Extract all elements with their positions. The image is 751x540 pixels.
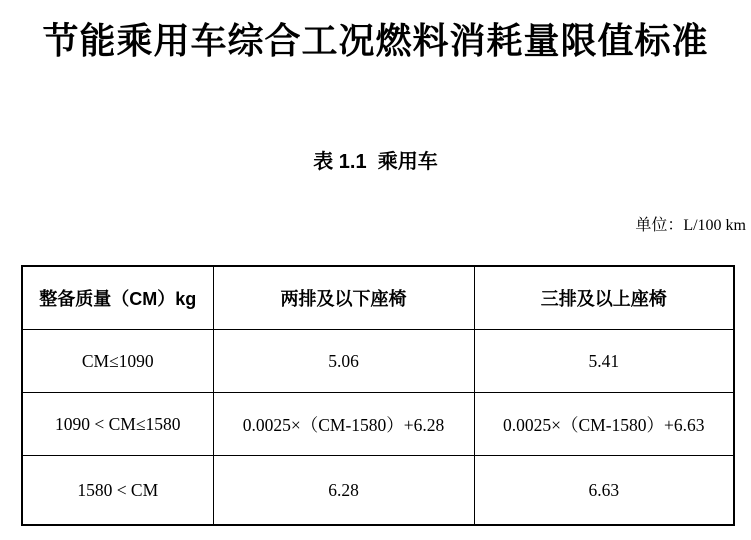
limit-formula-cell: 0.0025×（CM-1580）+6.28: [213, 393, 474, 456]
header-row: [22, 266, 734, 330]
column-header-mass: 整备质量（CM）kg: [22, 266, 213, 330]
limit-value-cell: 6.63: [474, 456, 734, 526]
table-row: [22, 330, 734, 393]
mass-range-cell: CM≤1090: [22, 330, 213, 393]
column-header-three-rows-seats: 三排及以上座椅: [474, 266, 734, 330]
limit-value-cell: 5.41: [474, 330, 734, 393]
limit-value-cell: 5.06: [213, 330, 474, 393]
column-header-two-rows-seats: 两排及以下座椅: [213, 266, 474, 330]
table-row: [22, 393, 734, 456]
document-title: 节能乘用车综合工况燃料消耗量限值标准: [42, 21, 709, 61]
limit-value-cell: 6.28: [213, 456, 474, 526]
unit-label: 单位：L/100 km: [635, 217, 746, 234]
mass-range-cell: 1090 < CM≤1580: [22, 393, 213, 456]
table-caption: 表 1.1 乘用车: [313, 151, 438, 173]
fuel-limits-table: [21, 265, 735, 526]
mass-range-cell: 1580 < CM: [22, 456, 213, 526]
table-row: [22, 456, 734, 526]
limit-formula-cell: 0.0025×（CM-1580）+6.63: [474, 393, 734, 456]
